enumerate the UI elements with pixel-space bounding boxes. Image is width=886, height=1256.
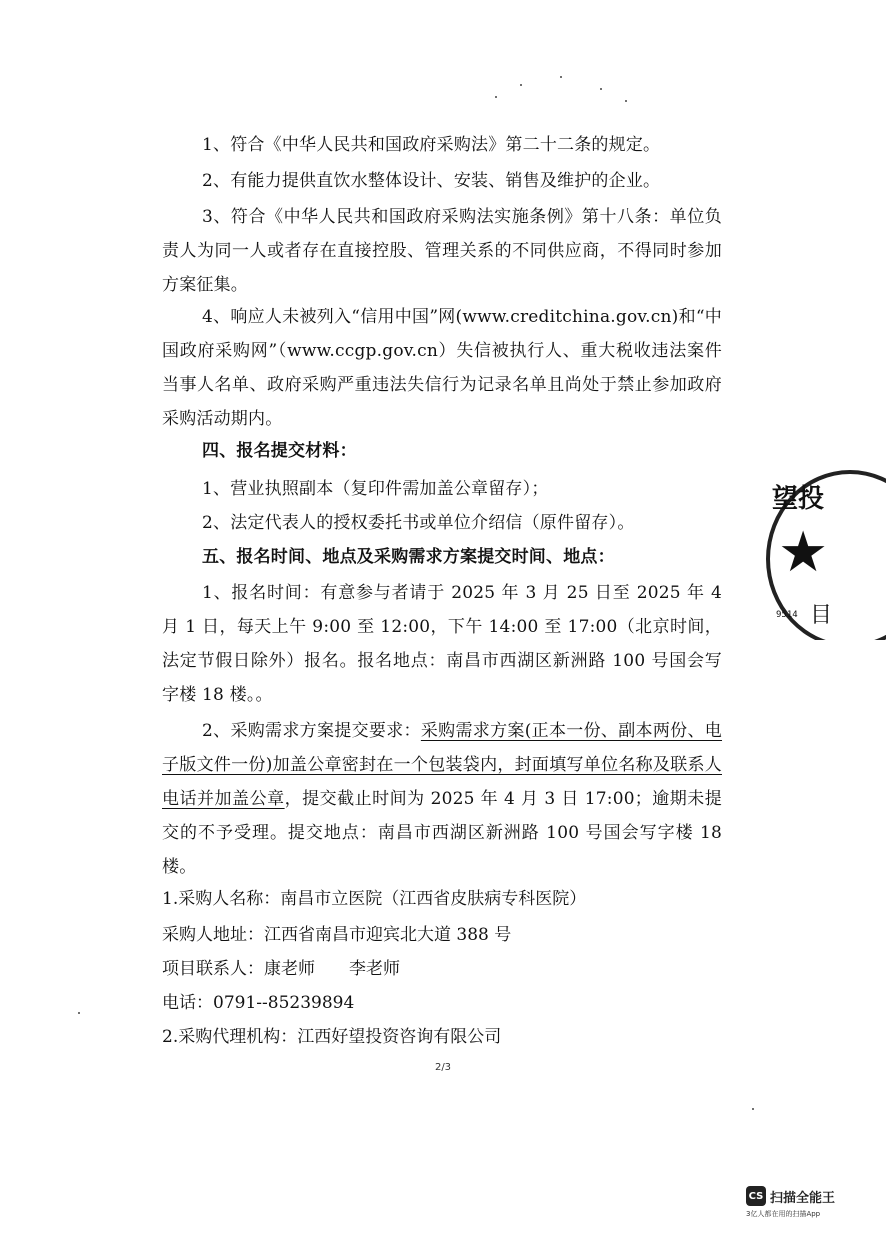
seal-star-icon: ★	[778, 520, 829, 585]
camscanner-logo-icon: CS	[746, 1186, 766, 1206]
submission-requirements	[162, 714, 722, 884]
seal-number: 9514	[776, 610, 798, 620]
purchaser-address: 采购人地址：江西省南昌市迎宾北大道 388 号	[162, 925, 512, 945]
official-seal	[766, 470, 886, 640]
scan-speck	[495, 96, 497, 98]
seal-glyph: 目	[810, 603, 833, 628]
scan-speck	[520, 84, 522, 86]
requirement-2: 2、有能力提供直饮水整体设计、安装、销售及维护的企业。	[202, 171, 661, 191]
requirement-1: 1、符合《中华人民共和国政府采购法》第二十二条的规定。	[202, 135, 661, 155]
project-contact: 项目联系人：康老师 李老师	[162, 959, 400, 979]
section-5-heading: 五、报名时间、地点及采购需求方案提交时间、地点：	[202, 547, 615, 567]
requirement-3: 3、符合《中华人民共和国政府采购法实施条例》第十八条：单位负责人为同一人或者存在直接控股、管理关系的不同供应商，不得同时参加方案征集。	[162, 207, 722, 295]
submission-underlined: 采购需求方案(正本一份、副本两份、电子版文件一份)加盖公章密封在一个包装袋内，封面填写单位名称及联系人电话并加盖公章	[162, 721, 723, 809]
requirement-4: 4、响应人未被列入“信用中国”网(www.creditchina.gov.cn)和“中国政府采购网”（www.ccgp.gov.cn）失信被执行人、重大税收违法案件当事人名单、政府采购严重违法失信行为记录名单且尚处于禁止参加政府采购活动期内。	[162, 307, 722, 429]
scan-speck	[625, 100, 627, 102]
scanner-subtitle: 3亿人都在用的扫描App	[746, 1210, 821, 1218]
page-number: 2/3	[434, 1062, 452, 1073]
purchaser-name: 1.采购人名称：南昌市立医院（江西省皮肤病专科医院）	[162, 889, 587, 909]
scanner-name: 扫描全能王	[770, 1190, 836, 1206]
scan-speck	[78, 1012, 80, 1014]
submission-suffix: ，提交截止时间为 2025 年 4 月 3 日 17:00；逾期未提交的不予受理。提交地点：南昌市西湖区新洲路 100 号国会写字楼 18 楼。	[162, 789, 722, 877]
phone: 电话：0791--85239894	[162, 993, 355, 1013]
scanner-watermark	[746, 1186, 835, 1206]
seal-text: 望投	[772, 484, 825, 514]
scan-speck	[600, 88, 602, 90]
material-1: 1、营业执照副本（复印件需加盖公章留存）；	[202, 479, 549, 499]
procurement-agency: 2.采购代理机构：江西好望投资咨询有限公司	[162, 1027, 502, 1047]
material-2: 2、法定代表人的授权委托书或单位介绍信（原件留存）。	[202, 513, 635, 533]
section-4-heading: 四、报名提交材料：	[202, 441, 357, 461]
submission-prefix: 2、采购需求方案提交要求：	[202, 721, 421, 741]
scan-speck	[752, 1108, 754, 1110]
registration-time: 1、报名时间：有意参与者请于 2025 年 3 月 25 日至 2025 年 4 月 1 日，每天上午 9:00 至 12:00，下午 14:00 至 17:00（北京时间，法定节假日除外）报名。报名地点：南昌市西湖区新洲路 100 号国会写字楼 18 楼。。	[162, 583, 722, 705]
scan-speck	[560, 76, 562, 78]
